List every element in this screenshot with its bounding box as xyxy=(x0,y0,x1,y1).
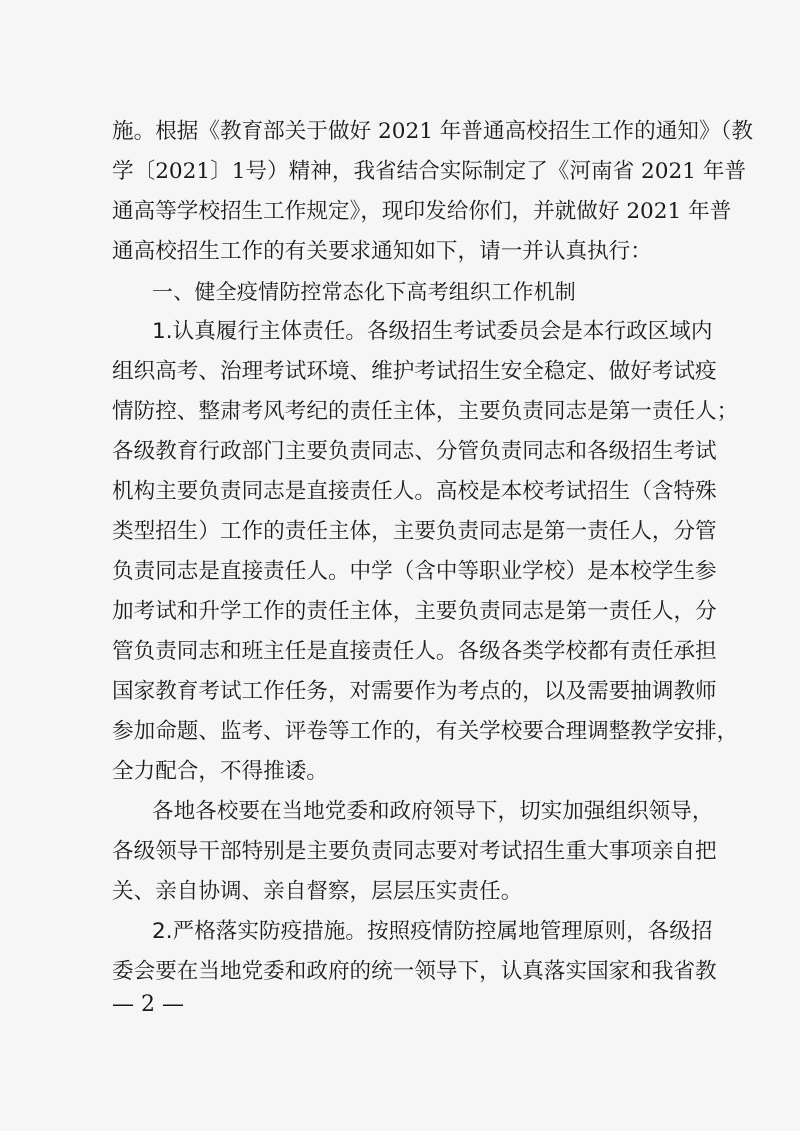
section-heading: 一、健全疫情防控常态化下高考组织工作机制 xyxy=(152,280,576,304)
text-line: 加考试和升学工作的责任主体，主要负责同志是第一责任人，分 xyxy=(112,599,717,624)
text-line: 关、亲自协调、亲自督察，层层压实责任。 xyxy=(112,879,523,904)
text-line: 情防控、整肃考风考纪的责任主体，主要负责同志是第一责任人； xyxy=(112,399,739,424)
text-line: 组织高考、治理考试环境、维护考试招生安全稳定、做好考试疫 xyxy=(112,359,717,384)
text-line: 全力配合，不得推诿。 xyxy=(112,759,328,784)
item-1-lead: 1.认真履行主体责任。 xyxy=(152,319,367,344)
document-body xyxy=(112,112,753,992)
item-2-lead: 2.严格落实防疫措施。 xyxy=(152,919,367,944)
text-line: 学〔2021〕1号）精神，我省结合实际制定了《河南省 2021 年普 xyxy=(112,159,747,184)
page-number: — 2 — xyxy=(112,992,184,1017)
text-line: 国家教育考试工作任务，对需要作为考点的，以及需要抽调教师 xyxy=(112,679,717,704)
item-1-rest: 各级招生考试委员会是本行政区域内 xyxy=(366,319,713,344)
text-line: 参加命题、监考、评卷等工作的，有关学校要合理调整教学安排， xyxy=(112,719,739,744)
text-line: 委会要在当地党委和政府的统一领导下，认真落实国家和我省教 xyxy=(112,959,717,984)
text-line: 负责同志是直接责任人。中学（含中等职业学校）是本校学生参 xyxy=(112,559,717,584)
item-2-rest: 按照疫情防控属地管理原则，各级招 xyxy=(366,919,713,944)
item-2-first-line xyxy=(112,912,713,952)
text-line: 各级教育行政部门主要负责同志、分管负责同志和各级招生考试 xyxy=(112,439,717,464)
text-line: 施。根据《教育部关于做好 2021 年普通高校招生工作的通知》（教 xyxy=(112,119,753,144)
text-line: 各级领导干部特别是主要负责同志要对考试招生重大事项亲自把 xyxy=(112,839,717,864)
text-line: 类型招生）工作的责任主体，主要负责同志是第一责任人，分管 xyxy=(112,519,717,544)
text-line: 管负责同志和班主任是直接责任人。各级各类学校都有责任承担 xyxy=(112,639,717,664)
text-line: 通高等学校招生工作规定》，现印发给你们，并就做好 2021 年普 xyxy=(112,199,732,224)
text-line: 机构主要负责同志是直接责任人。高校是本校考试招生（含特殊 xyxy=(112,479,717,504)
item-1-first-line xyxy=(112,312,713,352)
text-line: 通高校招生工作的有关要求通知如下，请一并认真执行： xyxy=(112,239,652,264)
text-line: 各地各校要在当地党委和政府领导下，切实加强组织领导， xyxy=(152,799,714,824)
